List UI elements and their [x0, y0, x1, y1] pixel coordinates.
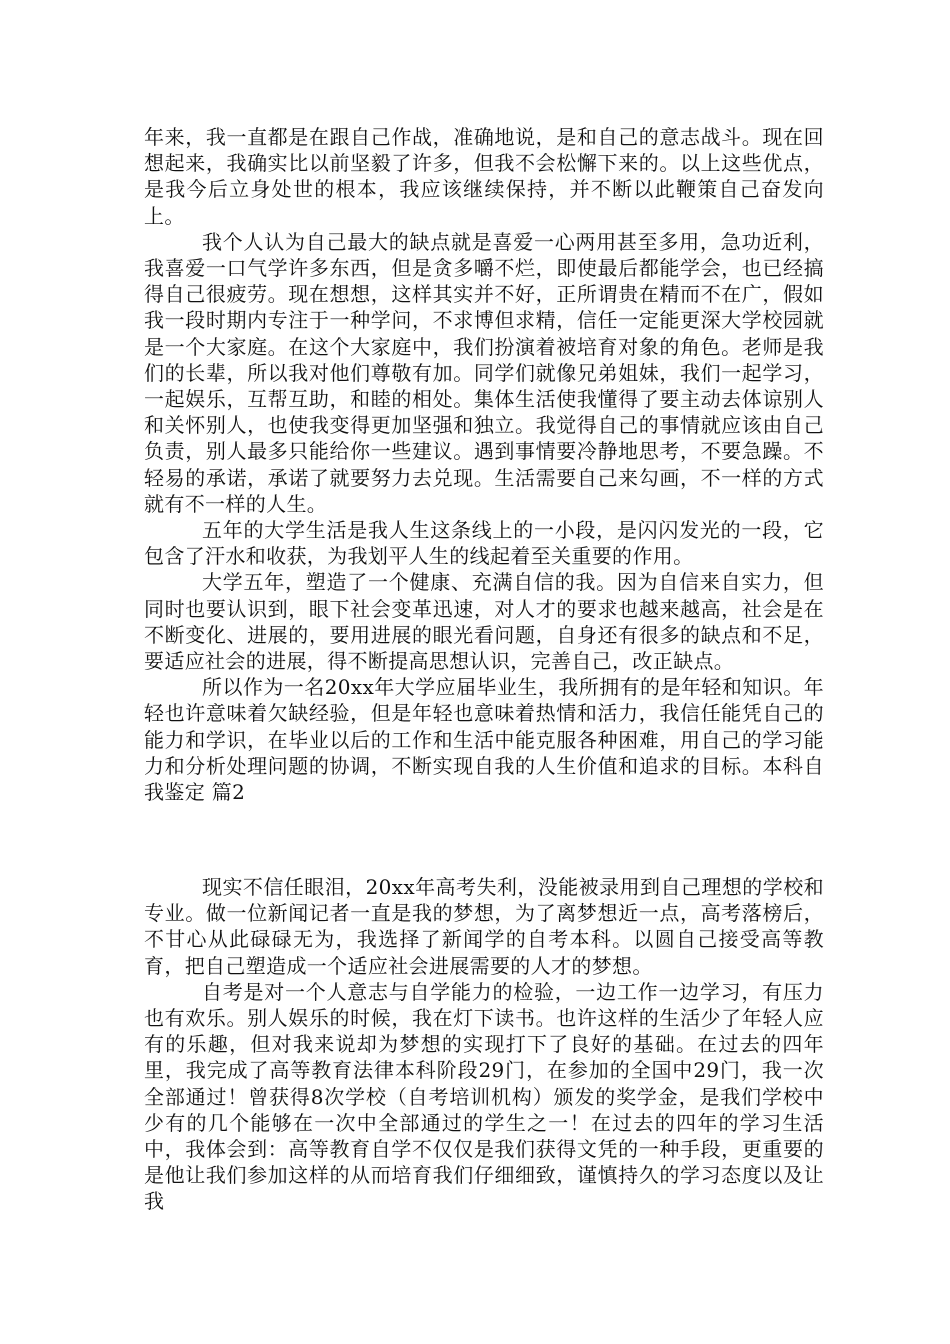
- paragraph-confidence: 大学五年，塑造了一个健康、充满自信的我。因为自信来自实力，但同时也要认识到，眼下社会变革迅速，对人才的要求也越来越高，社会是在不断变化、进展的，要用进展的眼光看问题，自身还有很多的缺点和不足，要适应社会的进展，得不断提高思想认识，完善自己，改正缺点。: [144, 570, 824, 674]
- paragraph-five-years: 五年的大学生活是我人生这条线上的一小段，是闪闪发光的一段，它包含了汗水和收获，为我划平人生的线起着至关重要的作用。: [144, 518, 824, 569]
- paragraph-graduate: 所以作为一名20xx年大学应届毕业生，我所拥有的是年轻和知识。年轻也许意味着欠缺经验，但是年轻也意味着热情和活力，我信任能凭自己的能力和学识，在毕业以后的工作和生活中能克服各种困难，用自己的学习能力和分析处理问题的协调，不断实现自我的人生价值和追求的目标。本科自我鉴定 篇2: [144, 675, 824, 805]
- paragraph-shortcomings: 我个人认为自己最大的缺点就是喜爱一心两用甚至多用，急功近利，我喜爱一口气学许多东西，但是贪多嚼不烂，即使最后都能学会，也已经搞得自己很疲劳。现在想想，这样其实并不好，正所谓贵在精而不在广，假如我一段时期内专注于一种学问，不求博但求精，信任一定能更深大学校园就是一个大家庭。在这个大家庭中，我们扮演着被培育对象的角色。老师是我们的长辈，所以我对他们尊敬有加。同学们就像兄弟姐妹，我们一起学习，一起娱乐，互帮互助，和睦的相处。集体生活使我懂得了要主动去体谅别人和关怀别人，也使我变得更加坚强和独立。我觉得自己的事情就应该由自己负责，别人最多只能给你一些建议。遇到事情要冷静地思考，不要急躁。不轻易的承诺，承诺了就要努力去兑现。生活需要自己来勾画，不一样的方式就有不一样的人生。: [144, 229, 824, 516]
- paragraph-self-study-intro: 现实不信任眼泪，20xx年高考失利，没能被录用到自己理想的学校和专业。做一位新闻记者一直是我的梦想，为了离梦想近一点，高考落榜后，不甘心从此碌碌无为，我选择了新闻学的自考本科。以圆自己接受高等教育，把自己塑造成一个适应社会进展需要的人才的梦想。: [144, 875, 824, 978]
- text-section-1: [144, 124, 824, 805]
- text-section-2: [144, 874, 824, 1215]
- paragraph-self-study-experience: 自考是对一个人意志与自学能力的检验，一边工作一边学习，有压力也有欢乐。别人娱乐的时候，我在灯下读书。也许这样的生活少了年轻人应有的乐趣，但对我来说却为梦想的实现打下了良好的基础。在过去的四年里，我完成了高等教育法律本科阶段29门，在参加的全国中29门，我一次全部通过！曾获得8次学校（自考培训机构）颁发的奖学金，是我们学校中少有的几个能够在一次中全部通过的学生之一！在过去的四年的学习生活中，我体会到：高等教育自学不仅仅是我们获得文凭的一种手段，更重要的是他让我们参加这样的从而培育我们仔细细致，谨慎持久的学习态度以及让我: [144, 979, 824, 1214]
- paragraph-continuation: 年来，我一直都是在跟自己作战，准确地说，是和自己的意志战斗。现在回想起来，我确实比以前坚毅了许多，但我不会松懈下来的。以上这些优点，是我今后立身处世的根本，我应该继续保持，并不断以此鞭策自己奋发向上。: [144, 125, 824, 228]
